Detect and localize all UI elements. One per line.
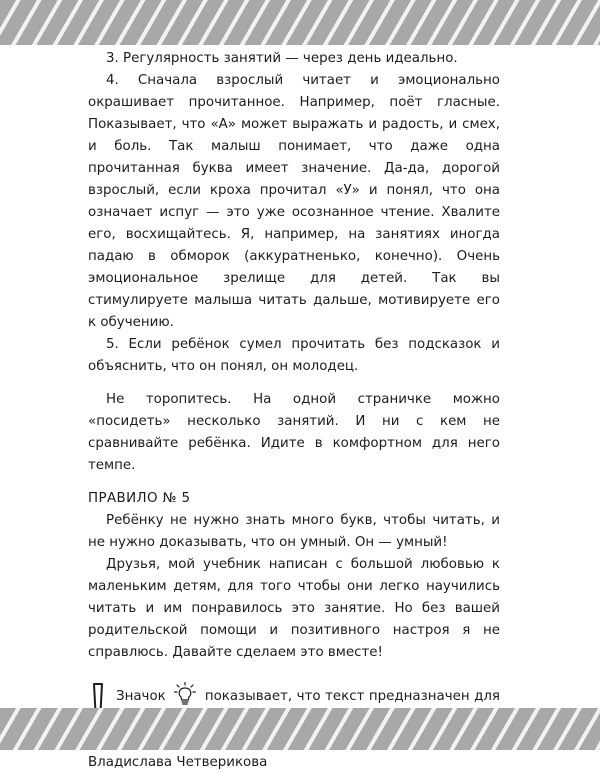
paragraph-item-3: 3. Регулярность занятий — через день идеально. (106, 51, 458, 66)
paragraph-dont-hurry: Не торопитесь. На одной страничке можно «посидеть» несколько занятий. И ни с кем не сравнивайте ребёнка. Идите в комфортном для него темпе. (88, 392, 500, 473)
paragraph-item-4: 4. Сначала взрослый читает и эмоционально окрашивает прочитанное. Например, поёт гласные. Показывает, что «А» может выражать и радость, и смех, и боль. Так малыш понимает, что даже одна прочитанная буква имеет значение. Да-да, дорогой взрослый, если кроха прочитал «У» и понял, что она означает испуг — это уже осознанное чтение. Хвалите его, восхищайтесь. Я, например, на занятиях иногда падаю в обморок (аккуратненько, конечно). Очень эмоциональное зрелище для детей. Так вы стимулируете малыша читать дальше, мотивируете его к обучению. (88, 73, 500, 330)
rule-heading: ПРАВИЛО № 5 (88, 491, 191, 506)
paragraph-friends: Друзья, мой учебник написан с большой любовью к маленьким детям, для того чтобы они легко научились читать и им понравилось это занятие. Но без вашей родительской помощи и позитивного настроя я не справлюсь. Давайте сделаем это вместе! (88, 557, 500, 660)
author-signature: Владислава Четверикова (88, 755, 268, 770)
bottom-striped-band (0, 708, 600, 750)
note-text-after: показывает, что текст предназначен для (204, 689, 500, 704)
note-text-before: Значок (116, 689, 166, 704)
lightbulb-icon (174, 682, 196, 706)
top-striped-band (0, 0, 600, 45)
paragraph-item-5: 5. Если ребёнок сумел прочитать без подсказок и объяснить, что он понял, он молодец. (88, 337, 500, 374)
page-body (88, 48, 500, 774)
rule-text: Ребёнку не нужно знать много букв, чтобы читать, и не нужно доказывать, что он умный. Он — умный! (88, 513, 500, 550)
